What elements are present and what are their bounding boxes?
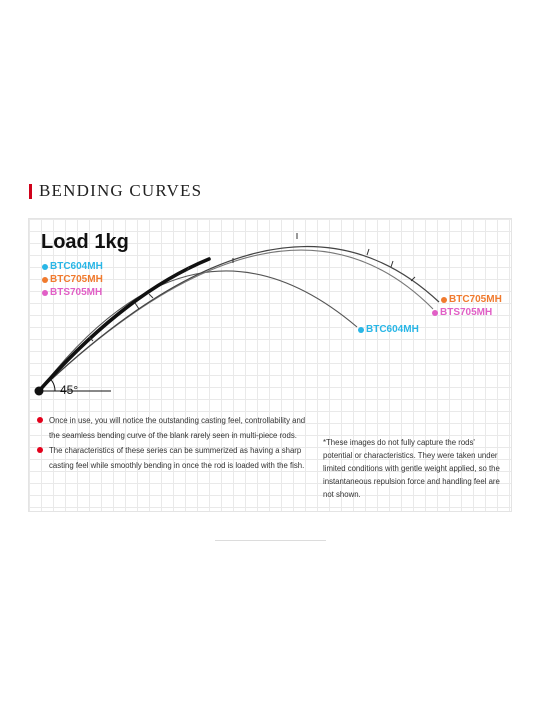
guide-mark (135, 303, 139, 309)
legend-item-btc705mh (42, 273, 103, 286)
curve-legend (42, 260, 103, 299)
end-dot-btc705mh (441, 297, 447, 303)
guide-mark (149, 294, 153, 298)
rod-handle-end (35, 387, 44, 396)
end-label-btc604mh-text: BTC604MH (366, 324, 419, 335)
section-title (29, 180, 202, 202)
bullet-icon (37, 447, 43, 453)
end-label-btc705mh-text: BTC705MH (449, 294, 502, 305)
feature-notes (37, 413, 309, 473)
legend-dot-btc604mh (42, 264, 48, 270)
legend-dot-bts705mh (42, 290, 48, 296)
bending-curves-panel (28, 218, 512, 512)
note-text: Once in use, you will notice the outstanding casting feel, controllability and the seamless bending curve of the blank rarely seen in multi-piece rods. (49, 416, 306, 440)
end-label-bts705mh (432, 307, 492, 318)
disclaimer-text: *These images do not fully capture the rods' potential or characteristics. They were taken under limited conditions with gentle weight applied, so the instantaneous repulsion force and handling feel are not shown. (323, 438, 500, 499)
bottom-divider (215, 540, 326, 541)
note-text: The characteristics of these series can be summerized as having a sharp casting feel while smoothly bending in once the rod is loaded with the fish. (49, 446, 305, 470)
note-item (37, 413, 309, 443)
guide-mark (391, 261, 393, 267)
angle-label: 45° (60, 383, 79, 397)
load-label: Load 1kg (41, 231, 129, 253)
end-label-btc604mh (358, 324, 419, 335)
end-dot-bts705mh (432, 310, 438, 316)
section-title-text: BENDING CURVES (39, 181, 203, 200)
legend-label-btc705mh: BTC705MH (50, 274, 103, 285)
bullet-icon (37, 417, 43, 423)
end-label-bts705mh-text: BTS705MH (440, 307, 493, 318)
title-accent-bar (29, 184, 32, 199)
legend-item-btc604mh (42, 260, 103, 273)
guide-mark (367, 249, 369, 255)
end-label-btc705mh (441, 294, 502, 305)
end-dot-btc604mh (358, 327, 364, 333)
legend-dot-btc705mh (42, 277, 48, 283)
legend-label-btc604mh: BTC604MH (50, 261, 103, 272)
legend-label-bts705mh: BTS705MH (50, 287, 103, 298)
note-item (37, 443, 309, 473)
legend-item-bts705mh (42, 286, 103, 299)
